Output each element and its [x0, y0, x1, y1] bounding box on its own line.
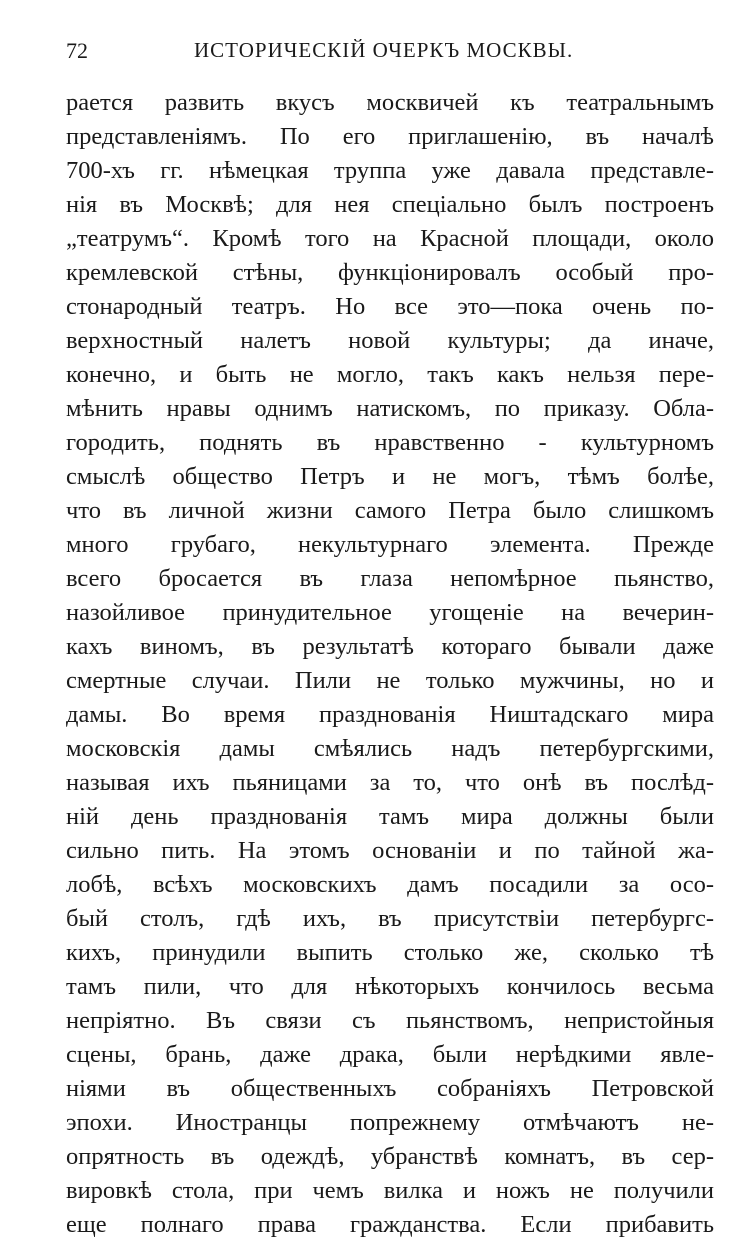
text-line: московскія дамы смѣялись надъ петербургскими,: [66, 735, 714, 762]
page-header: [66, 30, 714, 70]
text-line: еще полнаго права гражданства. Если прибавить: [66, 1211, 714, 1238]
text-line: всего бросается въ глаза непомѣрное пьянство,: [66, 565, 714, 592]
text-line: дамы. Во время празднованія Ништадскаго мира: [66, 701, 714, 728]
text-line: 700-хъ гг. нѣмецкая труппа уже давала представле-: [66, 157, 714, 184]
text-line: кихъ, принудили выпить столько же, сколько тѣ: [66, 939, 714, 966]
text-line: конечно, и быть не могло, такъ какъ нельзя пере-: [66, 361, 714, 388]
text-line: сильно пить. На этомъ основаніи и по тайной жа-: [66, 837, 714, 864]
text-line: ніями въ общественныхъ собраніяхъ Петровской: [66, 1075, 714, 1102]
text-line: кремлевской стѣны, функціонировалъ особый про-: [66, 259, 714, 286]
text-line: „театрумъ“. Кромѣ того на Красной площади, около: [66, 225, 714, 252]
text-line: бый столъ, гдѣ ихъ, въ присутствіи петербургс-: [66, 905, 714, 932]
text-line: опрятность въ одеждѣ, убранствѣ комнатъ, въ сер-: [66, 1143, 714, 1170]
text-line: вировкѣ стола, при чемъ вилка и ножъ не получили: [66, 1177, 714, 1204]
text-line: смыслѣ общество Петръ и не могъ, тѣмъ болѣе,: [66, 463, 714, 490]
running-title: ИСТОРИЧЕСКІЙ ОЧЕРКЪ МОСКВЫ.: [194, 38, 574, 62]
text-line: эпохи. Иностранцы попрежнему отмѣчаютъ не-: [66, 1109, 714, 1136]
text-line: что въ личной жизни самого Петра было слишкомъ: [66, 497, 714, 524]
text-line: стонародный театръ. Но все это—пока очень по-: [66, 293, 714, 320]
text-line: кахъ виномъ, въ результатѣ котораго бывали даже: [66, 633, 714, 660]
text-line: представленіямъ. По его приглашенію, въ началѣ: [66, 123, 714, 150]
text-line: нія въ Москвѣ; для нея спеціально былъ построенъ: [66, 191, 714, 218]
text-line: мѣнить нравы однимъ натискомъ, по приказу. Обла-: [66, 395, 714, 422]
text-line: сцены, брань, даже драка, были нерѣдкими явле-: [66, 1041, 714, 1068]
text-line: рается развить вкусъ москвичей къ театральнымъ: [66, 89, 714, 116]
text-line: непріятно. Въ связи съ пьянствомъ, непристойныя: [66, 1007, 714, 1034]
text-line: лобѣ, всѣхъ московскихъ дамъ посадили за осо-: [66, 871, 714, 898]
text-line: много грубаго, некультурнаго элемента. Прежде: [66, 531, 714, 558]
text-line: верхностный налетъ новой культуры; да иначе,: [66, 327, 714, 354]
text-line: тамъ пили, что для нѣкоторыхъ кончилось весьма: [66, 973, 714, 1000]
text-line: назойливое принудительное угощеніе на вечерин-: [66, 599, 714, 626]
body-text: [66, 86, 714, 1242]
text-line: городить, поднять въ нравственно - культурномъ: [66, 429, 714, 456]
text-line: называя ихъ пьяницами за то, что онѣ въ послѣд-: [66, 769, 714, 796]
text-line: ній день празднованія тамъ мира должны были: [66, 803, 714, 830]
page-number: 72: [66, 38, 88, 63]
text-line: смертные случаи. Пили не только мужчины, но и: [66, 667, 714, 694]
